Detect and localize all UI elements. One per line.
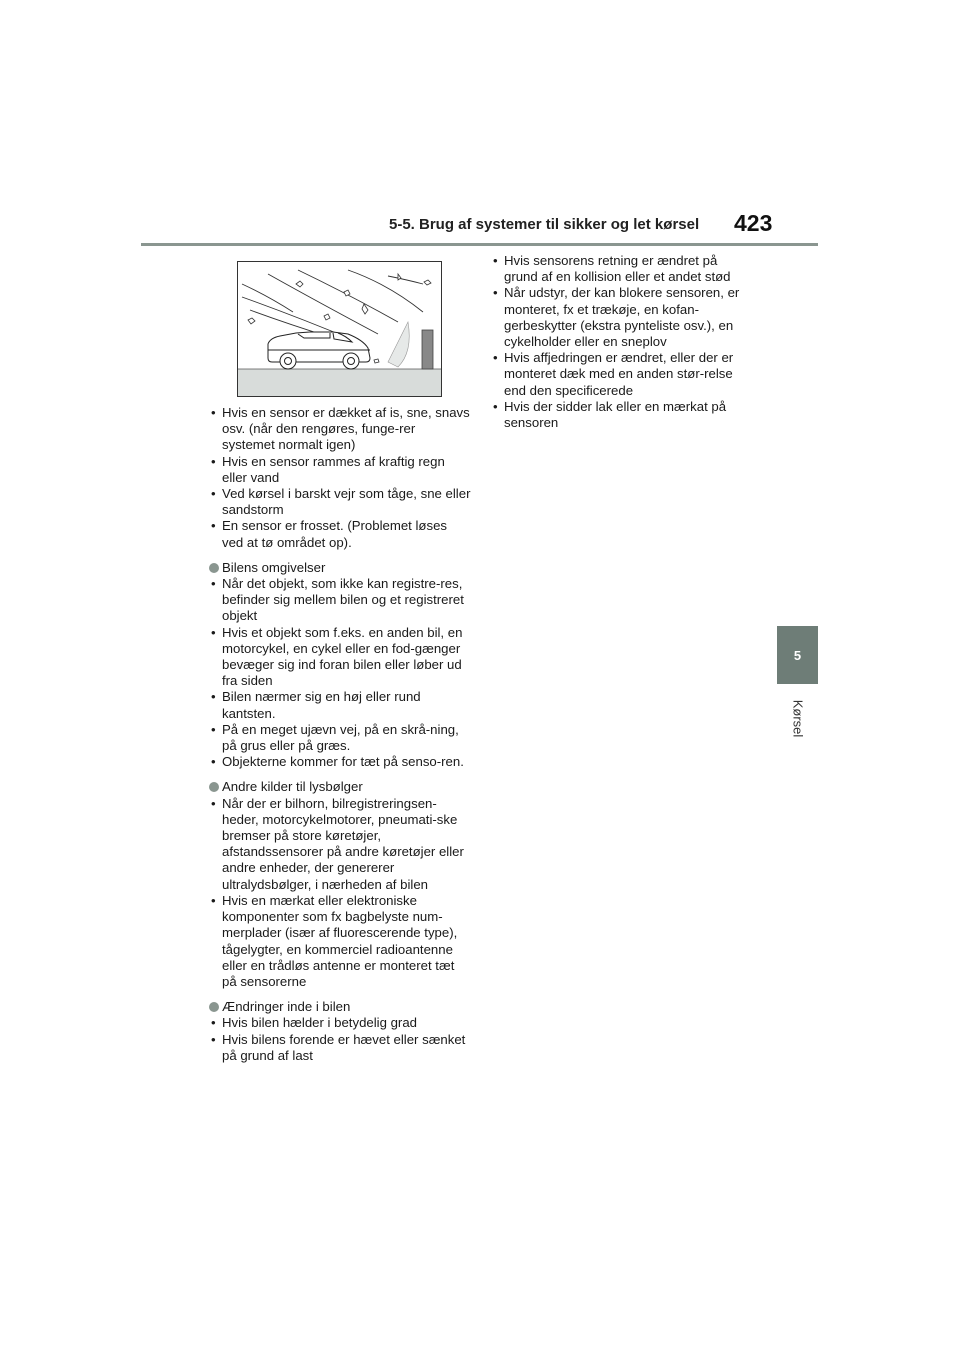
list-item: • Ved kørsel i barskt vejr som tåge, sne eller sandstorm: [209, 486, 471, 518]
header-divider: [141, 243, 818, 246]
list-item: • Når udstyr, der kan blokere sensoren, er monteret, fx et trækøje, en kofan-gerbeskytter (ekstra pynteliste osv.), en cykelholder eller en sneplov: [491, 285, 753, 350]
car-in-snow-icon: [238, 262, 441, 396]
circle-bullet-icon: [209, 782, 219, 792]
chapter-label: [772, 692, 824, 744]
section-heading: [209, 560, 471, 576]
chapter-tab: [777, 626, 818, 684]
section-title: 5-5. Brug af systemer til sikker og let kørsel: [389, 216, 700, 233]
section-heading: [209, 779, 471, 795]
list-item: • Hvis en mærkat eller elektroniske komponenter som fx bagbelyste num-merplader (især af fluorescerende type), tågelygter, en kommerciel radioantenne eller en trådløs antenne er monteret tæt på sensorerne: [209, 893, 471, 990]
circle-bullet-icon: [209, 563, 219, 573]
left-column: [209, 405, 471, 1064]
list-item: • Hvis en sensor rammes af kraftig regn eller vand: [209, 454, 471, 486]
list-item: • Når der er bilhorn, bilregistreringsen-heder, motorcykelmotorer, pneumati-ske bremser på store køretøjer, afstandssensorer på andre køretøjer eller andre enheder, der genererer ultralydsbølger, i nærheden af bilen: [209, 796, 471, 893]
section-vehicle-changes: [209, 999, 471, 1064]
list-item: • En sensor er frosset. (Problemet løses ved at tø området op).: [209, 518, 471, 550]
section-heading-text: Andre kilder til lysbølger: [222, 779, 363, 795]
circle-bullet-icon: [209, 1002, 219, 1012]
right-column: [491, 253, 753, 431]
section-surroundings: [209, 560, 471, 771]
chapter-number: 5: [793, 647, 802, 663]
list-item: • Hvis et objekt som f.eks. en anden bil, en motorcykel, en cykel eller en fod-gænger bevæger sig ind foran bilen eller løber ud fra siden: [209, 625, 471, 690]
list-item: • På en meget ujævn vej, på en skrå-ning, på grus eller på græs.: [209, 722, 471, 754]
section-heading-text: Bilens omgivelser: [222, 559, 326, 575]
list-item: • Når det objekt, som ikke kan registre-res, befinder sig mellem bilen og et registreret objekt: [209, 576, 471, 625]
list-item: • Hvis en sensor er dækket af is, sne, snavs osv. (når den rengøres, funge-rer systemet normalt igen): [209, 405, 471, 454]
list-item: • Objekterne kommer for tæt på senso-ren.: [209, 754, 471, 770]
section-heading-text: Ændringer inde i bilen: [222, 999, 351, 1015]
list-item: • Hvis bilen hælder i betydelig grad: [209, 1015, 471, 1031]
list-item: • Hvis bilens forende er hævet eller sænket på grund af last: [209, 1032, 471, 1064]
intro-list: [209, 405, 471, 551]
list-item: • Hvis der sidder lak eller en mærkat på sensoren: [491, 399, 753, 431]
list-item: • Hvis affjedringen er ændret, eller der er monteret dæk med en anden stør-relse end den specificerede: [491, 350, 753, 399]
page-number: 423: [734, 210, 773, 236]
car-in-snow-illustration: [237, 261, 442, 397]
chapter-label-text: Kørsel: [790, 699, 806, 737]
section-heading: [209, 999, 471, 1015]
list-item: • Hvis sensorens retning er ændret på grund af en kollision eller et andet stød: [491, 253, 753, 285]
section-other-sources: [209, 779, 471, 990]
list-item: • Bilen nærmer sig en høj eller rund kantsten.: [209, 689, 471, 721]
